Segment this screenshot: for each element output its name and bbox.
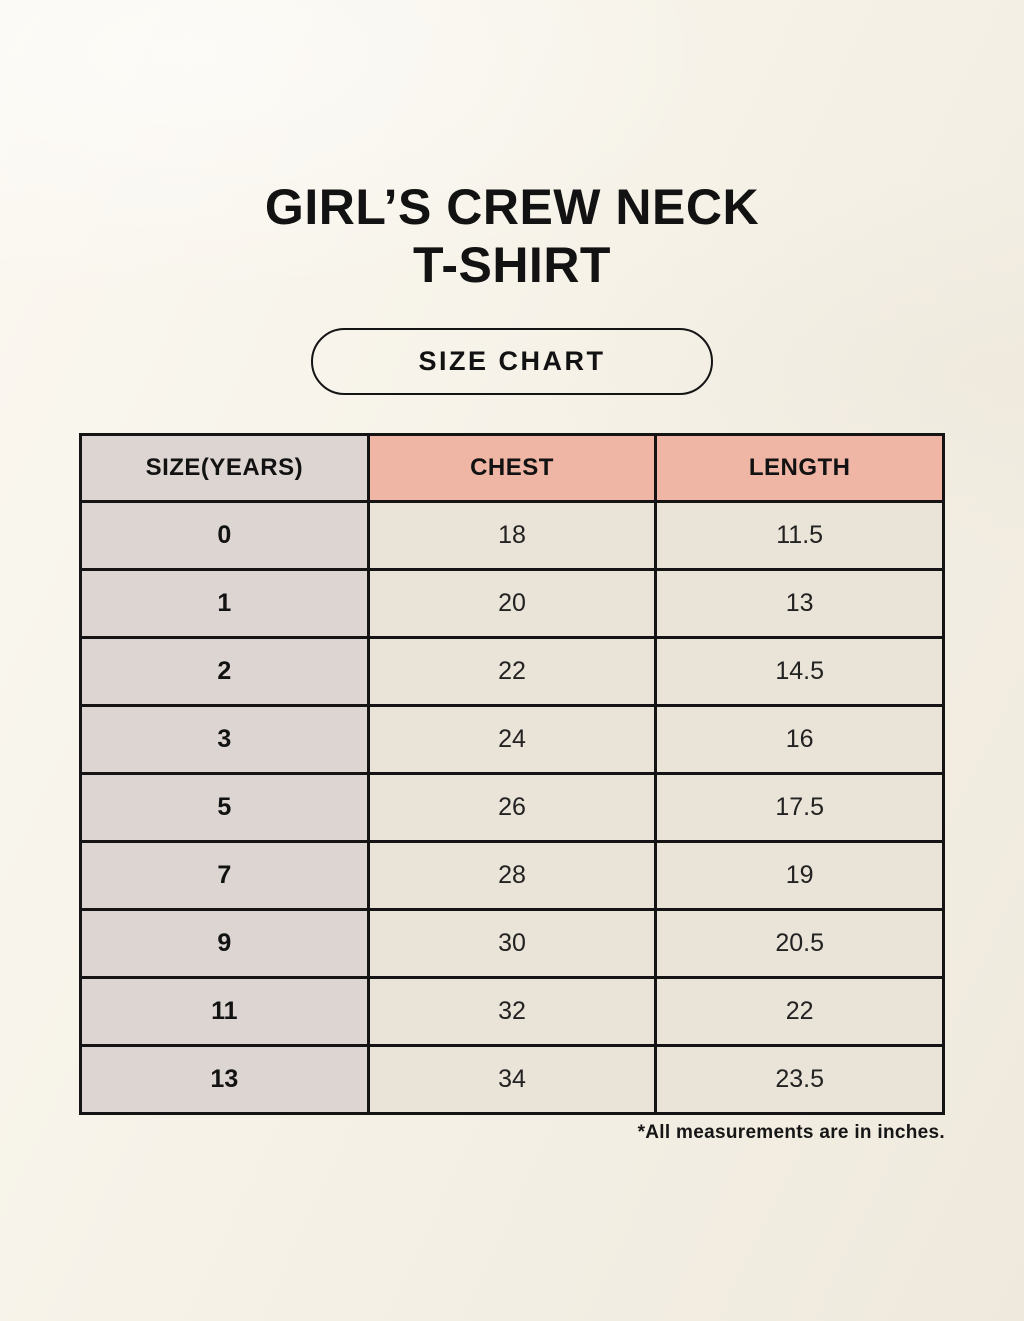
chest-cell: 26 <box>368 774 656 842</box>
table-row <box>81 910 944 978</box>
chest-cell: 30 <box>368 910 656 978</box>
size-cell: 11 <box>81 978 369 1046</box>
table-row <box>81 706 944 774</box>
length-cell: 17.5 <box>656 774 944 842</box>
header-length: LENGTH <box>656 435 944 502</box>
chest-cell: 32 <box>368 978 656 1046</box>
size-cell: 0 <box>81 502 369 570</box>
size-cell: 5 <box>81 774 369 842</box>
chest-cell: 18 <box>368 502 656 570</box>
length-cell: 11.5 <box>656 502 944 570</box>
length-cell: 16 <box>656 706 944 774</box>
size-table-container <box>79 433 945 1115</box>
size-cell: 7 <box>81 842 369 910</box>
page-title-line-1: GIRL’S CREW NECK <box>264 179 760 235</box>
table-row <box>81 842 944 910</box>
table-row <box>81 638 944 706</box>
length-cell: 22 <box>656 978 944 1046</box>
length-cell: 19 <box>656 842 944 910</box>
size-cell: 9 <box>81 910 369 978</box>
size-table <box>79 433 945 1115</box>
size-cell: 3 <box>81 706 369 774</box>
header-row <box>81 435 944 502</box>
table-row <box>81 774 944 842</box>
size-table-body <box>81 502 944 1114</box>
size-chart-badge <box>311 328 713 395</box>
header-chest: CHEST <box>368 435 656 502</box>
size-cell: 2 <box>81 638 369 706</box>
chest-cell: 28 <box>368 842 656 910</box>
page-title <box>0 178 1024 294</box>
measurements-note: *All measurements are in inches. <box>637 1122 945 1143</box>
page-title-line-2: T-SHIRT <box>413 237 611 293</box>
length-cell: 13 <box>656 570 944 638</box>
table-row <box>81 502 944 570</box>
chest-cell: 20 <box>368 570 656 638</box>
size-cell: 13 <box>81 1046 369 1114</box>
size-chart-badge-label: SIZE CHART <box>418 346 606 376</box>
table-row <box>81 978 944 1046</box>
table-row <box>81 1046 944 1114</box>
length-cell: 14.5 <box>656 638 944 706</box>
header-size-years: SIZE(YEARS) <box>81 435 369 502</box>
size-table-header <box>81 435 944 502</box>
chest-cell: 24 <box>368 706 656 774</box>
chest-cell: 34 <box>368 1046 656 1114</box>
table-row <box>81 570 944 638</box>
length-cell: 20.5 <box>656 910 944 978</box>
length-cell: 23.5 <box>656 1046 944 1114</box>
size-cell: 1 <box>81 570 369 638</box>
chest-cell: 22 <box>368 638 656 706</box>
